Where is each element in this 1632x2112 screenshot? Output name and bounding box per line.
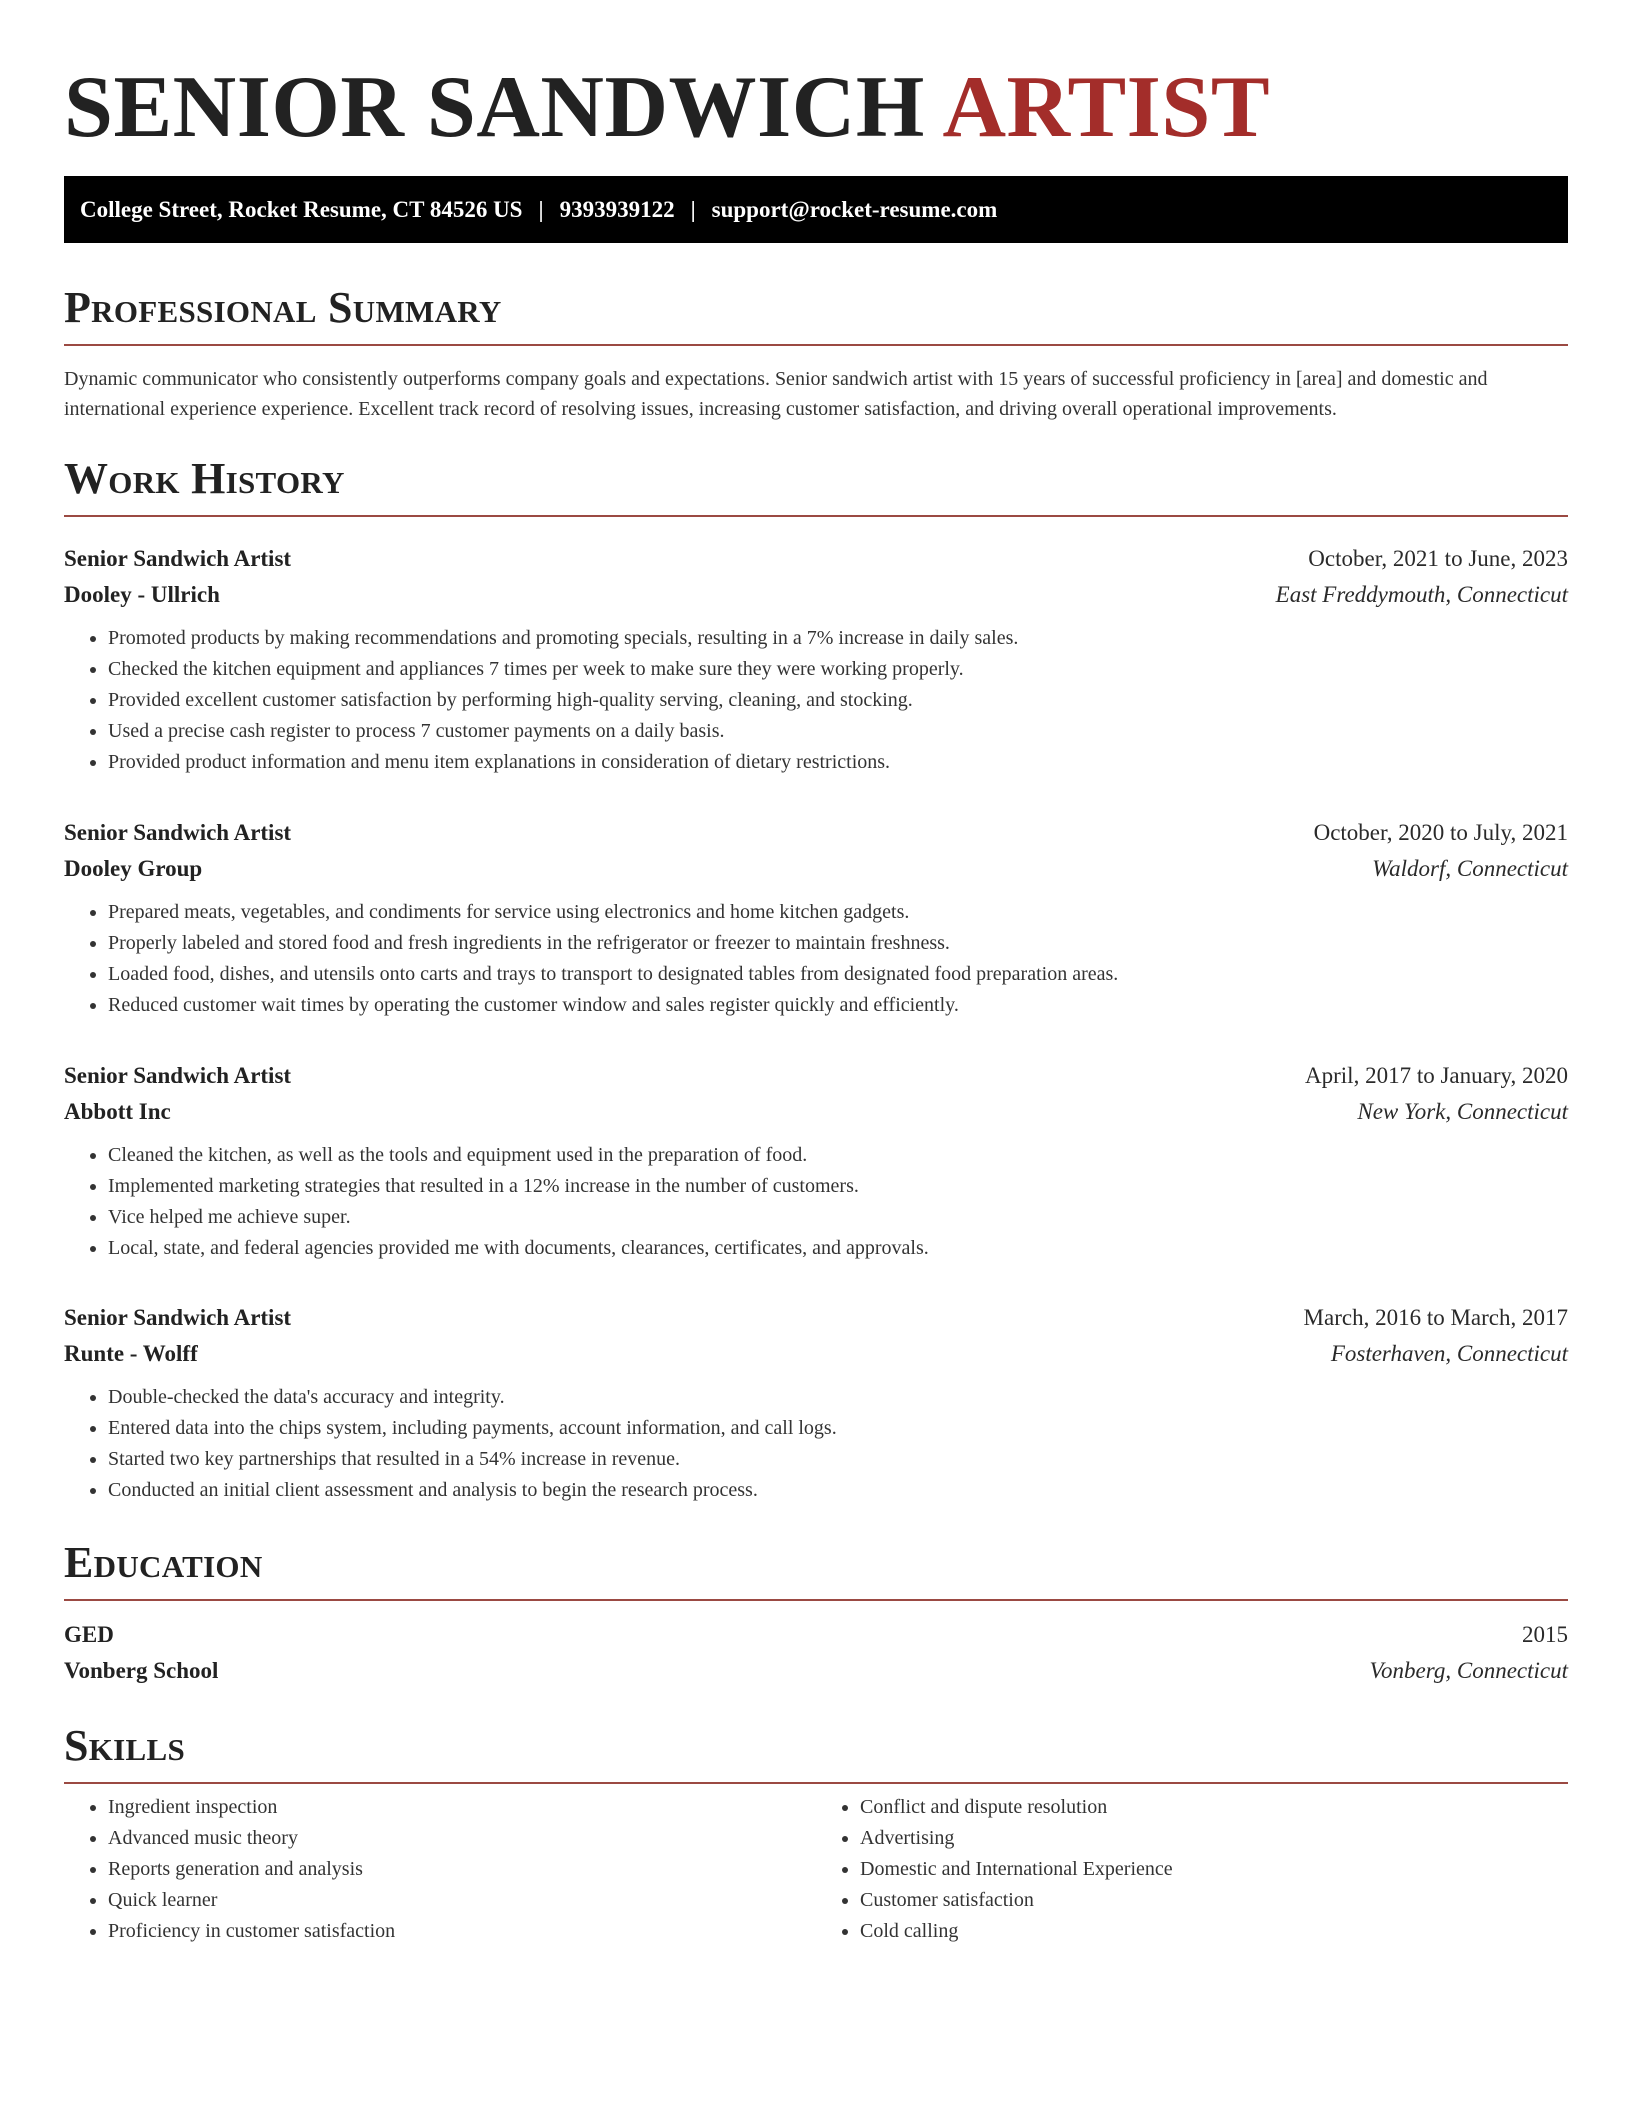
summary-section	[64, 282, 1568, 424]
job-dates: October, 2021 to June, 2023	[1308, 546, 1568, 571]
skill-item: • Advanced music theory	[108, 1823, 816, 1854]
section-divider	[64, 344, 1568, 346]
job-bullets	[64, 1140, 1568, 1264]
job-role: Senior Sandwich Artist	[64, 1063, 292, 1088]
resume-page	[64, 0, 1568, 1942]
contact-phone[interactable]: 9393939122	[559, 197, 675, 222]
job-role: Senior Sandwich Artist	[64, 546, 292, 571]
job-dates: April, 2017 to January, 2020	[1305, 1063, 1568, 1088]
job-bullet: • Implemented marketing strategies that resulted in a 12% increase in the number of customers.	[108, 1171, 1568, 1202]
skills-section	[64, 1720, 1568, 1947]
job-company: Runte - Wolff	[64, 1341, 198, 1366]
job-bullet: • Prepared meats, vegetables, and condiments for service using electronics and home kitchen gadgets.	[108, 897, 1568, 928]
education-year: 2015	[1522, 1622, 1568, 1647]
work-history-section	[64, 453, 1568, 517]
education-school: Vonberg School	[64, 1658, 219, 1683]
skills-list-left	[64, 1792, 816, 1947]
job-bullet: • Started two key partnerships that resulted in a 54% increase in revenue.	[108, 1444, 1568, 1475]
job-bullet: • Provided product information and menu item explanations in consideration of dietary restrictions.	[108, 747, 1568, 778]
contact-separator: |	[690, 197, 696, 222]
summary-heading: Professional Summary	[64, 283, 502, 332]
contact-separator: |	[538, 197, 544, 222]
job-bullets	[64, 623, 1568, 778]
job-bullet: • Used a precise cash register to process 7 customer payments on a daily basis.	[108, 716, 1568, 747]
skill-item: • Reports generation and analysis	[108, 1854, 816, 1885]
job-entry	[64, 541, 1568, 778]
job-bullets	[64, 1382, 1568, 1506]
section-divider	[64, 515, 1568, 517]
job-bullet: • Entered data into the chips system, including payments, account information, and call logs.	[108, 1413, 1568, 1444]
job-bullet: • Promoted products by making recommendations and promoting specials, resulting in a 7% increase in daily sales.	[108, 623, 1568, 654]
job-bullet: • Properly labeled and stored food and fresh ingredients in the refrigerator or freezer to maintain freshness.	[108, 928, 1568, 959]
title-accent: ARTIST	[942, 59, 1271, 156]
job-entry	[64, 1300, 1568, 1506]
section-divider	[64, 1599, 1568, 1601]
job-bullet: • Reduced customer wait times by operating the customer window and sales register quickly and efficiently.	[108, 990, 1568, 1021]
job-bullet: • Vice helped me achieve super.	[108, 1202, 1568, 1233]
education-section	[64, 1537, 1568, 1689]
job-role: Senior Sandwich Artist	[64, 820, 292, 845]
skill-item: • Proficiency in customer satisfaction	[108, 1916, 816, 1947]
job-location: New York, Connecticut	[1357, 1099, 1568, 1124]
job-role: Senior Sandwich Artist	[64, 1305, 292, 1330]
job-entry	[64, 815, 1568, 1021]
job-bullet: • Cleaned the kitchen, as well as the tools and equipment used in the preparation of food.	[108, 1140, 1568, 1171]
resume-title	[64, 0, 1568, 158]
skills-heading: Skills	[64, 1721, 186, 1770]
skill-item: • Ingredient inspection	[108, 1792, 816, 1823]
work-history-heading: Work History	[64, 454, 345, 503]
education-location: Vonberg, Connecticut	[1369, 1658, 1568, 1683]
job-location: East Freddymouth, Connecticut	[1275, 582, 1568, 607]
job-company: Abbott Inc	[64, 1099, 171, 1124]
contact-bar	[64, 176, 1568, 243]
contact-email[interactable]: support@rocket-resume.com	[711, 197, 998, 222]
job-entry	[64, 1058, 1568, 1264]
job-bullet: • Checked the kitchen equipment and appliances 7 times per week to make sure they were working properly.	[108, 654, 1568, 685]
summary-text: Dynamic communicator who consistently outperforms company goals and expectations. Senior sandwich artist with 15 years of successful proficiency in [area] and domestic and international experience experience. Excellent track record of resolving issues, increasing customer satisfaction, and driving overall operational improvements.	[64, 368, 1488, 420]
skill-item: • Quick learner	[108, 1885, 816, 1916]
skill-item: • Advertising	[860, 1823, 1568, 1854]
skill-item: • Cold calling	[860, 1916, 1568, 1947]
job-bullet: • Conducted an initial client assessment and analysis to begin the research process.	[108, 1475, 1568, 1506]
job-bullet: • Local, state, and federal agencies provided me with documents, clearances, certificates, and approvals.	[108, 1233, 1568, 1264]
skill-item: • Domestic and International Experience	[860, 1854, 1568, 1885]
job-dates: October, 2020 to July, 2021	[1313, 820, 1568, 845]
job-location: Waldorf, Connecticut	[1372, 856, 1568, 881]
contact-address: College Street, Rocket Resume, CT 84526 US	[80, 197, 523, 222]
job-bullet: • Provided excellent customer satisfaction by performing high-quality serving, cleaning, and stocking.	[108, 685, 1568, 716]
education-heading: Education	[64, 1538, 263, 1587]
education-degree: GED	[64, 1622, 114, 1647]
job-company: Dooley Group	[64, 856, 203, 881]
job-location: Fosterhaven, Connecticut	[1330, 1341, 1568, 1366]
job-bullet: • Loaded food, dishes, and utensils onto carts and trays to transport to designated tables from designated food preparation areas.	[108, 959, 1568, 990]
job-company: Dooley - Ullrich	[64, 582, 220, 607]
section-divider	[64, 1782, 1568, 1784]
skills-list-right	[816, 1792, 1568, 1947]
title-main: SENIOR SANDWICH	[64, 59, 925, 156]
skills-columns	[64, 1792, 1568, 1947]
skill-item: • Customer satisfaction	[860, 1885, 1568, 1916]
job-bullet: • Double-checked the data's accuracy and integrity.	[108, 1382, 1568, 1413]
job-bullets	[64, 897, 1568, 1021]
job-dates: March, 2016 to March, 2017	[1303, 1305, 1568, 1330]
skill-item: • Conflict and dispute resolution	[860, 1792, 1568, 1823]
